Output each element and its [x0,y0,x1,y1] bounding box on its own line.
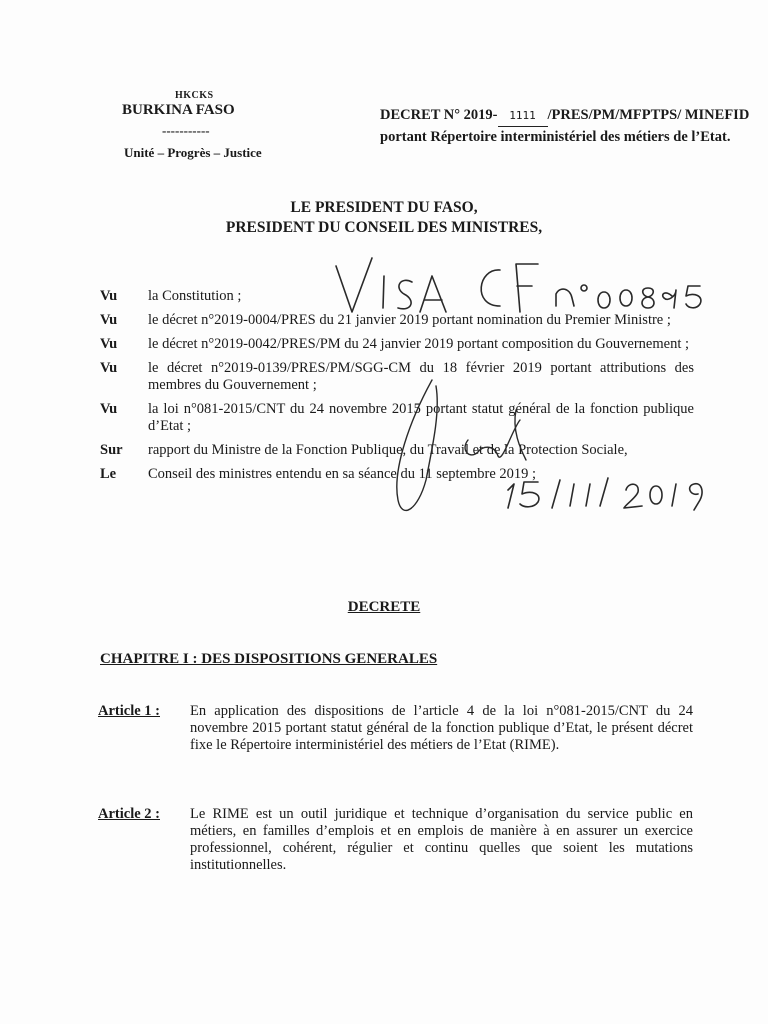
consideration-key: Sur [100,442,123,458]
article-1 [98,703,693,754]
decree-title-suffix: /PRES/PM/MFPTPS/ MINEFID portant Répertoire interministériel des métiers de l’Etat. [380,107,750,145]
consideration-text: le décret n°2019-0004/PRES du 21 janvier 2019 portant nomination du Premier Ministre ; [148,312,671,328]
article-text: En application des dispositions de l’article 4 de la loi n°081-2015/CNT du 24 novembre 2015 portant statut général de la fonction publique d’Etat, le présent décret fixe le Répertoire interministériel des métiers de l’Etat (RIME). [190,703,693,753]
article-label: Article 1 : [98,703,160,719]
consideration-key: Vu [100,312,118,328]
president-heading [0,198,768,238]
chapter-heading: CHAPITRE I : DES DISPOSITIONS GENERALES [100,651,438,667]
decrete-heading: DECRETE [347,599,421,615]
consideration-item [100,466,694,483]
president-line-1: LE PRESIDENT DU FASO, [290,199,478,216]
consideration-key: Vu [100,288,118,304]
header-separator: ----------- [162,123,210,138]
consideration-text: la Constitution ; [148,288,242,304]
consideration-item [100,401,694,435]
considerations-list [100,288,694,490]
consideration-key: Vu [100,401,118,417]
consideration-item [100,288,694,305]
article-2 [98,806,693,874]
country-name: BURKINA FASO [122,102,235,118]
decree-title-prefix: DECRET N° 2019- [380,107,498,123]
article-text: Le RIME est un outil juridique et technique d’organisation du service public en métiers, en familles d’emplois et en emplois de manière à en assurer un exercice professionnel, cohérent, régulier et continu quelles que soient les mutations institutionnelles. [190,806,693,873]
consideration-text: la loi n°081-2015/CNT du 24 novembre 2015 portant statut général de la fonction publique d’Etat ; [148,401,694,434]
consideration-item [100,442,694,459]
consideration-item [100,336,694,353]
header-code: HKCKS [175,90,214,101]
consideration-text: le décret n°2019-0139/PRES/PM/SGG-CM du 18 février 2019 portant attributions des membres du Gouvernement ; [148,360,694,393]
consideration-key: Le [100,466,117,482]
article-label: Article 2 : [98,806,160,822]
consideration-text: le décret n°2019-0042/PRES/PM du 24 janvier 2019 portant composition du Gouvernement ; [148,336,690,352]
decree-title [380,105,752,147]
consideration-key: Vu [100,360,118,376]
consideration-item [100,360,694,394]
consideration-item [100,312,694,329]
consideration-text: Conseil des ministres entendu en sa séance du 11 septembre 2019 ; [148,466,537,482]
national-motto: Unité – Progrès – Justice [124,145,262,160]
decree-number: 1111 [498,106,548,127]
consideration-text: rapport du Ministre de la Fonction Publique, du Travail et de la Protection Sociale, [148,442,628,458]
consideration-key: Vu [100,336,118,352]
president-line-2: PRESIDENT DU CONSEIL DES MINISTRES, [225,219,543,236]
